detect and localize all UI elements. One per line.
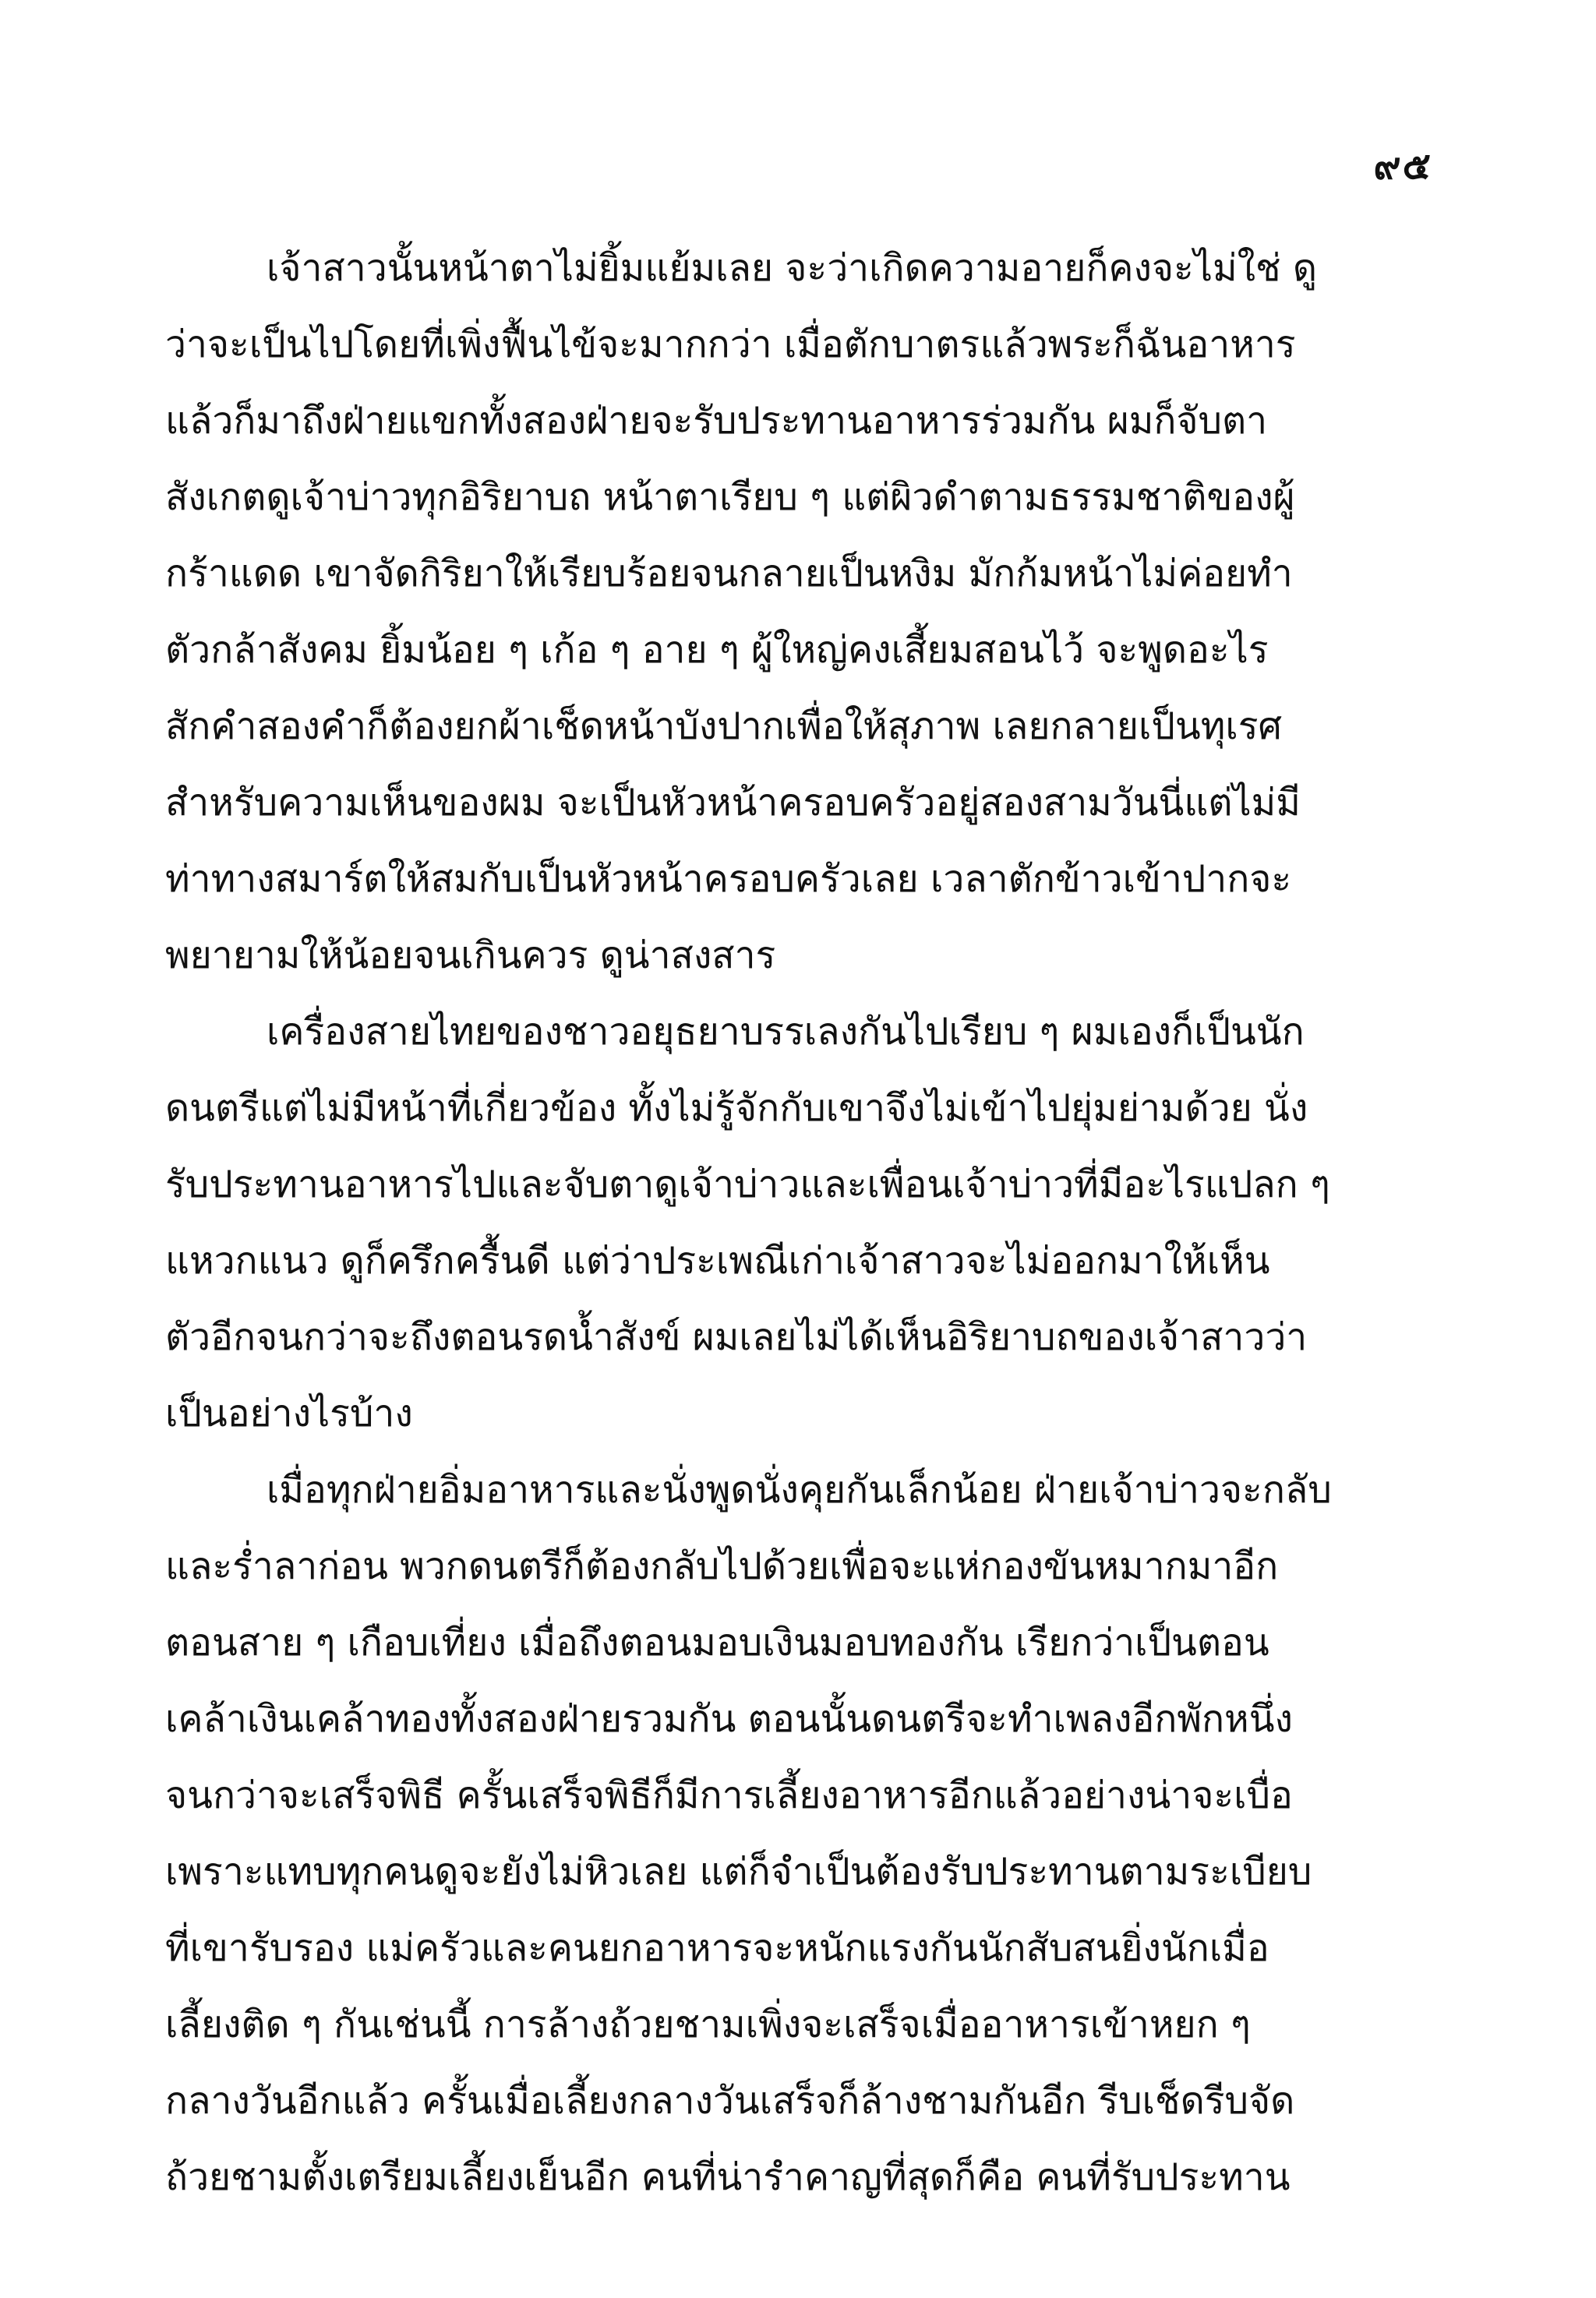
text-line: สำหรับความเห็นของผม จะเป็นหัวหน้าครอบครัวอยู่สองสามวันนี่แต่ไม่มี: [165, 781, 1301, 824]
text-line: เป็นอย่างไรบ้าง: [165, 1392, 413, 1435]
text-line: ถ้วยชามตั้งเตรียมเลี้ยงเย็นอีก คนที่น่ารำคาญที่สุดก็คือ คนที่รับประทาน: [165, 2155, 1291, 2199]
text-line: สังเกตดูเจ้าบ่าวทุกอิริยาบถ หน้าตาเรียบ ๆ แต่ผิวดำตามธรรมชาติของผู้: [165, 475, 1295, 519]
paragraph-first-line: เมื่อทุกฝ่ายอิ่มอาหารและนั่งพูดนั่งคุยกันเล็กน้อย ฝ่ายเจ้าบ่าวจะกลับ: [267, 1468, 1332, 1512]
text-line: เคล้าเงินเคล้าทองทั้งสองฝ่ายรวมกัน ตอนนั้นดนตรีจะทำเพลงอีกพักหนึ่ง: [165, 1697, 1293, 1741]
page-number: ๙๕: [1373, 144, 1432, 188]
text-line: ว่าจะเป็นไปโดยที่เพิ่งฟื้นไข้จะมากกว่า เมื่อตักบาตรแล้วพระก็ฉันอาหาร: [165, 323, 1296, 366]
paragraph-first-line: เจ้าสาวนั้นหน้าตาไม่ยิ้มแย้มเลย จะว่าเกิดความอายก็คงจะไม่ใช่ ดู: [267, 246, 1318, 290]
text-line: กร้าแดด เขาจัดกิริยาให้เรียบร้อยจนกลายเป็นหงิม มักก้มหน้าไม่ค่อยทำ: [165, 552, 1293, 595]
text-line: จนกว่าจะเสร็จพิธี ครั้นเสร็จพิธีก็มีการเลี้ยงอาหารอีกแล้วอย่างน่าจะเบื่อ: [165, 1774, 1293, 1817]
text-line: พยายามให้น้อยจนเกินควร ดูน่าสงสาร: [165, 934, 776, 977]
text-line: ท่าทางสมาร์ตให้สมกับเป็นหัวหน้าครอบครัวเลย เวลาตักข้าวเข้าปากจะ: [165, 857, 1292, 901]
text-line: ตอนสาย ๆ เกือบเที่ยง เมื่อถึงตอนมอบเงินมอบทองกัน เรียกว่าเป็นตอน: [165, 1621, 1269, 1664]
text-line: สักคำสองคำก็ต้องยกผ้าเช็ดหน้าบังปากเพื่อให้สุภาพ เลยกลายเป็นทุเรศ: [165, 704, 1282, 748]
text-line: แล้วก็มาถึงฝ่ายแขกทั้งสองฝ่ายจะรับประทานอาหารร่วมกัน ผมก็จับตา: [165, 399, 1268, 443]
paragraph-first-line: เครื่องสายไทยของชาวอยุธยาบรรเลงกันไปเรียบ ๆ ผมเองก็เป็นนัก: [267, 1010, 1305, 1054]
text-line: ดนตรีแต่ไม่มีหน้าที่เกี่ยวข้อง ทั้งไม่รู้จักกับเขาจึงไม่เข้าไปยุ่มย่ามด้วย นั่ง: [165, 1086, 1308, 1130]
text-line: รับประทานอาหารไปและจับตาดูเจ้าบ่าวและเพื่อนเจ้าบ่าวที่มีอะไรแปลก ๆ: [165, 1163, 1330, 1206]
text-line: กลางวันอีกแล้ว ครั้นเมื่อเลี้ยงกลางวันเสร็จก็ล้างชามกันอีก รีบเช็ดรีบจัด: [165, 2079, 1295, 2123]
text-line: ตัวอีกจนกว่าจะถึงตอนรดน้ำสังข์ ผมเลยไม่ได้เห็นอิริยาบถของเจ้าสาวว่า: [165, 1315, 1308, 1359]
text-line: ที่เขารับรอง แม่ครัวและคนยกอาหารจะหนักแรงกันนักสับสนยิ่งนักเมื่อ: [165, 1926, 1269, 1970]
text-line: ตัวกล้าสังคม ยิ้มน้อย ๆ เก้อ ๆ อาย ๆ ผู้ใหญ่คงเสี้ยมสอนไว้ จะพูดอะไร: [165, 628, 1269, 672]
text-line: แหวกแนว ดูก็ครึกครื้นดี แต่ว่าประเพณีเก่าเจ้าสาวจะไม่ออกมาให้เห็น: [165, 1239, 1270, 1283]
text-line: เลี้ยงติด ๆ กันเช่นนี้ การล้างถ้วยชามเพิ่งจะเสร็จเมื่ออาหารเข้าหยก ๆ: [165, 2003, 1251, 2046]
text-line: เพราะแทบทุกคนดูจะยังไม่หิวเลย แต่ก็จำเป็นต้องรับประทานตามระเบียบ: [165, 1850, 1312, 1894]
text-line: และร่ำลาก่อน พวกดนตรีก็ต้องกลับไปด้วยเพื่อจะแห่กองขันหมากมาอีก: [165, 1544, 1279, 1588]
page-body-text: [165, 230, 1428, 2215]
